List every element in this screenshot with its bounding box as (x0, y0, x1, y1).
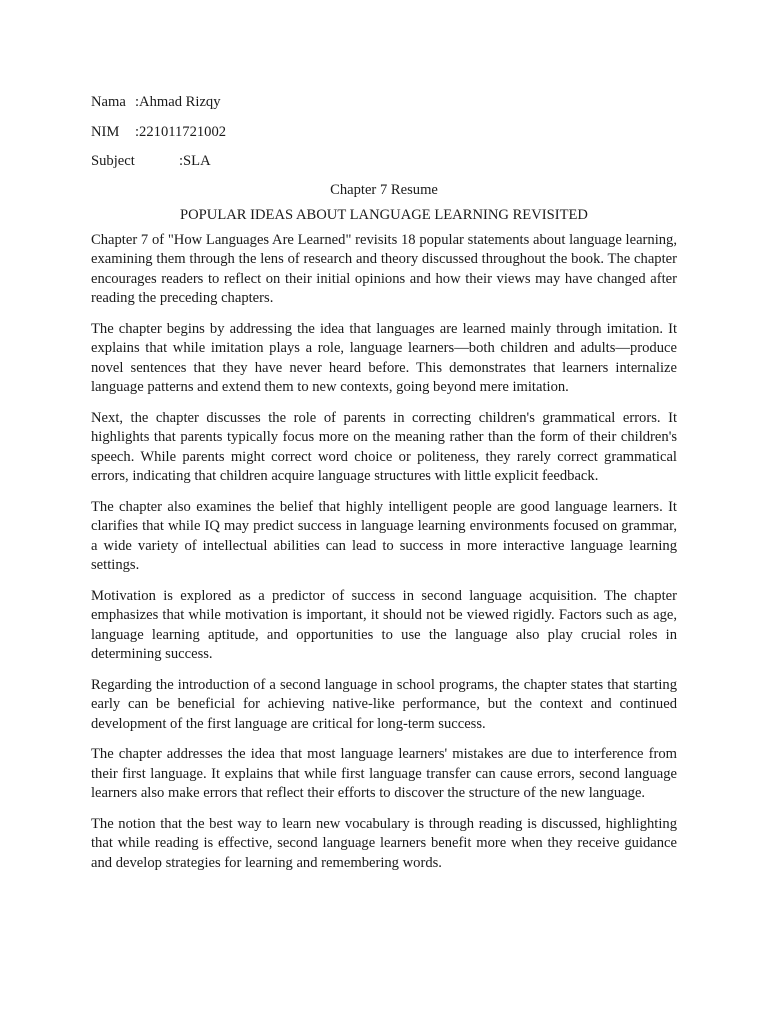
paragraph: The chapter addresses the idea that most language learners' mistakes are due to interference from their first language. It explains that while first language transfer can cause errors, second language learners also make errors that reflect their efforts to discover the structure of the new language. (91, 746, 677, 801)
paragraph: Motivation is explored as a predictor of success in second language acquisition. The chapter emphasizes that while motivation is important, it should not be viewed rigidly. Factors such as age, language learning aptitude, and opportunities to use the language also play crucial roles in determining success. (91, 587, 677, 662)
nama-line (91, 92, 677, 122)
paragraph: The chapter begins by addressing the idea that languages are learned mainly through imitation. It explains that while imitation plays a role, language learners—both children and adults—produce novel sentences that they have never heard before. This demonstrates that learners internalize language patterns and extend them to new contexts, going beyond mere imitation. (91, 320, 677, 395)
nama-label: Nama (91, 94, 126, 110)
paragraph: Next, the chapter discusses the role of parents in correcting children's grammatical errors. It highlights that parents typically focus more on the meaning rather than the form of their children's speech. While parents might correct word choice or politeness, they rarely correct grammatical errors, indicating that children acquire language structures with little explicit feedback. (91, 409, 677, 484)
paragraph: The notion that the best way to learn new vocabulary is through reading is discussed, highlighting that while reading is effective, second language learners benefit more when they receive guidance and develop strategies for learning and remembering words. (91, 815, 677, 871)
document-page (91, 92, 677, 884)
paragraph: Chapter 7 of "How Languages Are Learned" revisits 18 popular statements about language learning, examining them through the lens of research and theory discussed throughout the book. The chapter encourages readers to reflect on their initial opinions and how their views may have changed after reading the preceding chapters. (91, 231, 677, 306)
subject-line (91, 151, 677, 181)
nama-value: :Ahmad Rizqy (135, 94, 221, 110)
document-title: POPULAR IDEAS ABOUT LANGUAGE LEARNING REVISITED (180, 206, 588, 223)
chapter-heading: Chapter 7 Resume (330, 181, 438, 198)
nim-label: NIM (91, 123, 120, 140)
paragraph: Regarding the introduction of a second language in school programs, the chapter states that starting early can be beneficial for achieving native-like performance, but the context and continued development of the first language are critical for long-term success. (91, 676, 677, 732)
subject-value: :SLA (179, 153, 211, 169)
nim-line (91, 122, 677, 152)
paragraph: The chapter also examines the belief that highly intelligent people are good language learners. It clarifies that while IQ may predict success in language learning environments focused on grammar, a wide variety of intellectual abilities can lead to success in more interactive language learning settings. (91, 498, 677, 573)
nim-value: :221011721002 (135, 123, 227, 140)
subject-label: Subject (91, 153, 135, 169)
